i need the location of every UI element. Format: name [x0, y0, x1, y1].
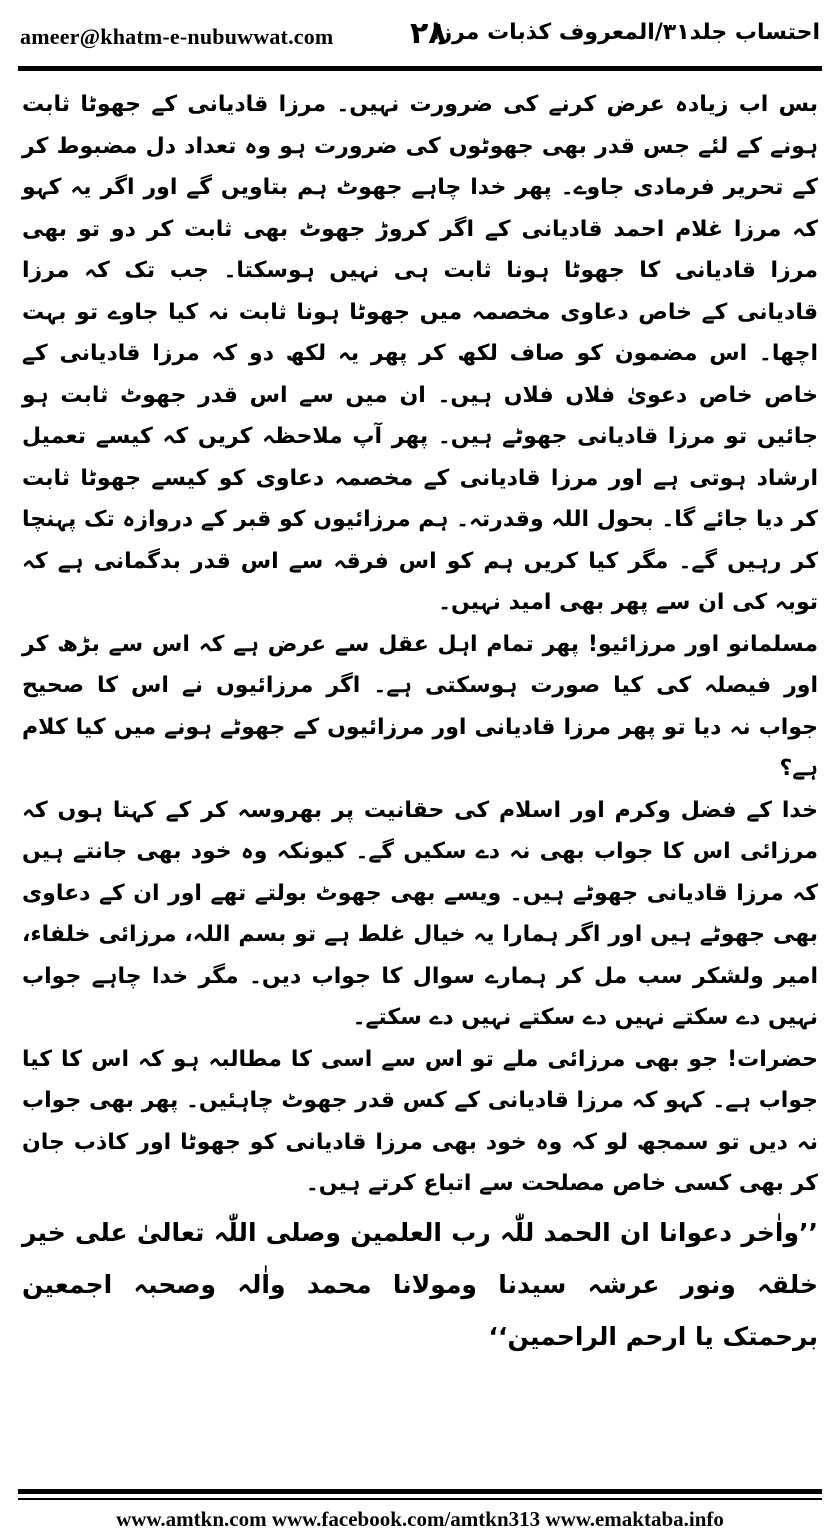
footer-rule-bottom — [18, 1498, 822, 1500]
closing-prayer: ’’واٰخر دعوانا ان الحمد للّٰہ رب العلمین وصلی اللّٰہ تعالیٰ علی خیر خلقہ ونور عرشہ سیدنا ومولانا محمد واٰلہ وصحبہ اجمعین برحمتک یا ارحم الراحمین‘‘ — [22, 1217, 818, 1351]
paragraph-1: بس اب زیادہ عرض کرنے کی ضرورت نہیں۔ مرزا قادیانی کے جھوٹا ثابت ہونے کے لئے جس قدر بھی جھوٹوں کی ضرورت ہو وہ تعداد دل مضبوط کر کے تحریر فرمادی جاوے۔ پھر خدا چاہے جھوٹ ہم بتاویں گے اور اگر یہ کہو کہ مرزا غلام احمد قادیانی کے اگر کروڑ جھوٹ بھی ثابت کر دو تو بھی مرزا قادیانی کا جھوٹا ہونا ثابت ہی نہیں ہوسکتا۔ جب تک کہ مرزا قادیانی کے خاص دعاوی مخصمہ میں جھوٹا ہونا ثابت نہ کیا جاوے تو بہت اچھا۔ اس مضمون کو صاف لکھ کر پھر یہ لکھ دو کہ مرزا قادیانی کے خاص خاص دعویٰ فلاں فلاں ہیں۔ ان میں سے اس قدر جھوٹ ثابت ہو جائیں تو مرزا قادیانی جھوٹے ہیں۔ پھر آپ ملاحظہ کریں کہ کیسے تعمیل ارشاد ہوتی ہے اور مرزا قادیانی کے مخصمہ دعاوی کو کیسے جھوٹا ثابت کر دیا جائے گا۔ بحول اللہ وقدرتہ۔ ہم مرزائیوں کو قبر کے دروازہ تک پہنچا کر رہیں گے۔ مگر کیا کریں ہم کو اس فرقہ سے اس قدر بدگمانی ہے کہ توبہ کی ان سے پھر بھی امید نہیں۔ — [22, 92, 818, 615]
header-email: ameer@khatm-e-nubuwwat.com — [20, 24, 334, 49]
page-header — [18, 14, 822, 64]
book-title: احتساب جلد۳۱/المعروف کذبات مرزا — [431, 20, 820, 45]
page-body — [22, 84, 818, 1363]
footer-rule-top — [18, 1489, 822, 1494]
page-number: ۲۸ — [410, 16, 447, 51]
footer-links: www.amtkn.com www.facebook.com/amtkn313 www.emaktaba.info — [116, 1507, 724, 1531]
paragraph-4: حضرات! جو بھی مرزائی ملے تو اس سے اسی کا مطالبہ ہو کہ اس کا کیا جواب ہے۔ کہو کہ مرزا قادیانی کے کس قدر جھوٹ چاہئیں۔ پھر بھی جواب نہ دیں تو سمجھ لو کہ وہ خود بھی مرزا قادیانی کو جھوٹا اور کاذب جان کر بھی کسی خاص مصلحت سے اتباع کرتے ہیں۔ — [22, 1046, 818, 1196]
paragraph-2: مسلمانو اور مرزائیو! پھر تمام اہل عقل سے عرض ہے کہ اس سے بڑھ کر اور فیصلہ کی کیا صورت ہوسکتی ہے۔ اگر مرزائیوں نے اس کا صحیح جواب نہ دیا تو پھر مرزا قادیانی اور مرزائیوں کے جھوٹے ہونے میں کیا کلام ہے؟ — [22, 631, 818, 781]
paragraph-3: خدا کے فضل وکرم اور اسلام کی حقانیت پر بھروسہ کر کے کہتا ہوں کہ مرزائی اس کا جواب بھی نہ دے سکیں گے۔ کیونکہ وہ خود بھی جانتے ہیں کہ مرزا قادیانی جھوٹے ہیں۔ ویسے بھی جھوٹ بولتے تھے اور ان کے دعاوی بھی جھوٹے ہیں اور اگر ہمارا یہ خیال غلط ہے تو بسم اللہ، مرزائی خلفاء، امیر ولشکر سب مل کر ہمارے سوال کا جواب دیں۔ مگر خدا چاہے جواب نہیں دے سکتے نہیں دے سکتے نہیں دے سکتے۔ — [22, 797, 818, 1030]
header-rule — [18, 66, 822, 71]
